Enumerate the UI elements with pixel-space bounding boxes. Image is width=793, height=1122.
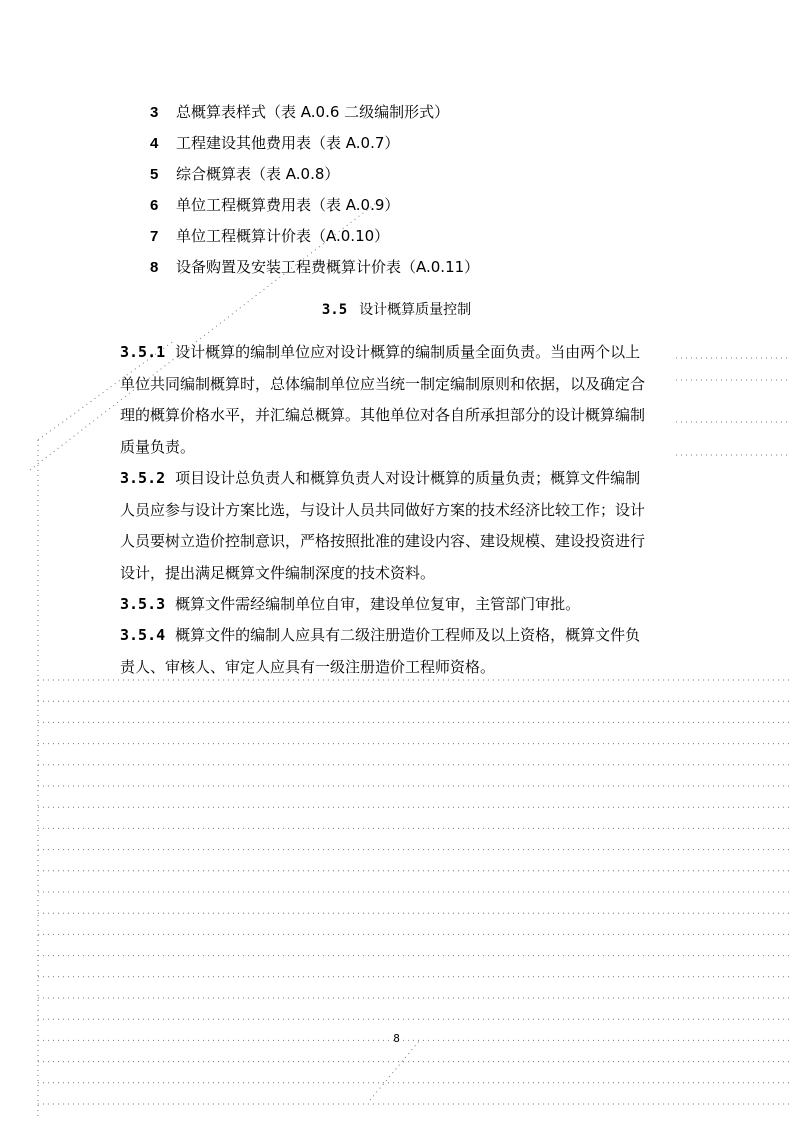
clause-line: 设计，提出满足概算文件编制深度的技术资料。 [120, 563, 436, 582]
list-item-text: 综合概算表（表 A.0.8） [176, 165, 340, 183]
list-item [150, 133, 399, 154]
clause-number: 3.5.3 [120, 595, 166, 613]
list-item-number: 3 [150, 104, 159, 121]
page-number: 8 [393, 1032, 400, 1045]
list-item-number: 6 [150, 197, 159, 214]
list-item-text: 总概算表样式（表 A.0.6 二级编制形式） [176, 103, 450, 121]
list-item-text: 工程建设其他费用表（表 A.0.7） [176, 134, 400, 152]
clause-line: 人员要树立造价控制意识，严格按照批准的建设内容、建设规模、建设投资进行 [120, 532, 646, 550]
clause-number: 3.5.1 [120, 343, 166, 361]
clause-3-5-3 [120, 589, 676, 621]
list-item [150, 226, 389, 247]
list-item [150, 195, 399, 216]
list-item-number: 8 [150, 259, 159, 276]
list-item [150, 102, 449, 123]
list-item-number: 5 [150, 166, 159, 183]
list-item-number: 7 [150, 228, 159, 245]
section-heading [0, 300, 793, 320]
clause-line: 项目设计总负责人和概算负责人对设计概算的质量负责；概算文件编制 [175, 469, 641, 487]
clause-line: 设计概算的编制单位应对设计概算的编制质量全面负责。当由两个以上 [175, 343, 641, 361]
clause-line: 责人、审核人、审定人应具有一级注册造价工程师资格。 [120, 657, 496, 676]
list-item-text: 设备购置及安装工程费概算计价表（A.0.11） [176, 258, 480, 276]
clause-line: 人员应参与设计方案比选，与设计人员共同做好方案的技术经济比较工作；设计 [120, 500, 646, 519]
clause-line: 概算文件需经编制单位自审，建设单位复审，主管部门审批。 [175, 595, 581, 613]
clause-line: 理的概算价格水平，并汇编总概算。其他单位对各自所承担部分的设计概算编制 [120, 406, 646, 424]
clause-3-5-1 [120, 337, 676, 463]
clause-line: 单位共同编制概算时，总体编制单位应当统一制定编制原则和依据，以及确定合 [120, 374, 646, 393]
clause-line: 质量负责。 [120, 437, 196, 456]
list-item-number: 4 [150, 135, 159, 152]
section-title: 设计概算质量控制 [359, 302, 472, 318]
clause-line: 概算文件的编制人应具有二级注册造价工程师及以上资格，概算文件负 [175, 626, 641, 644]
list-item [150, 257, 479, 278]
clause-3-5-2 [120, 463, 676, 589]
list-item-text: 单位工程概算费用表（表 A.0.9） [176, 196, 400, 214]
section-number: 3.5 [321, 302, 348, 318]
list-item [150, 164, 339, 185]
clause-number: 3.5.4 [120, 626, 166, 644]
clause-number: 3.5.2 [120, 469, 166, 487]
clause-3-5-4 [120, 620, 676, 683]
list-item-text: 单位工程概算计价表（A.0.10） [176, 227, 390, 245]
